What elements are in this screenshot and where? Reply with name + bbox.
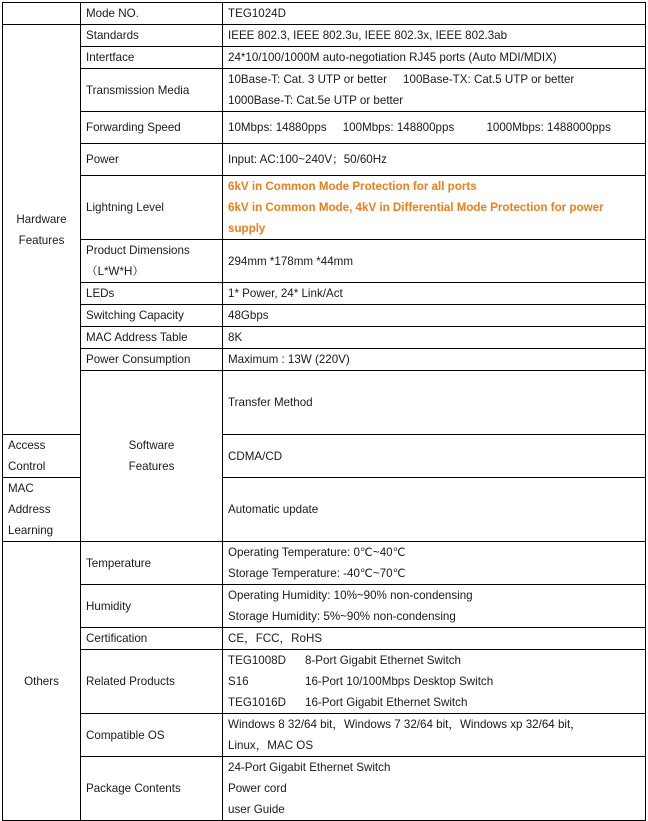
related-product-code: TEG1008D [228,654,286,667]
category-software [81,371,223,542]
label-related: Related Products [81,650,223,714]
value-lightning-line1: 6kV in Common Mode Protection for all ports [228,180,477,193]
related-product-desc: 16-Port Gigabit Ethernet Switch [305,696,468,709]
row-certification [3,628,646,650]
row-interface [3,47,646,69]
label-model: Mode NO. [81,3,223,25]
label-standards: Standards [81,25,223,47]
value-humidity-line1: Operating Humidity: 10%~90% non-condensing [228,589,473,602]
related-product-code: S16 [228,675,249,688]
related-product-desc: 8-Port Gigabit Ethernet Switch [305,654,461,667]
category-others [3,542,81,821]
value-package-line1: 24-Port Gigabit Ethernet Switch [228,761,391,774]
row-consumption [3,349,646,371]
related-product-desc: 16-Port 10/100Mbps Desktop Switch [305,675,494,688]
row-dimensions [3,240,646,283]
value-forwarding: 10Mbps: 14880pps 100Mbps: 148800pps 1000Mbps: 1488000pps [223,112,646,144]
label-mac-table: MAC Address Table [81,327,223,349]
value-leds: 1* Power, 24* Link/Act [223,283,646,305]
label-power: Power [81,144,223,176]
category-software-line2: Features [128,460,175,473]
row-model [3,3,646,25]
value-package [223,757,646,821]
category-hardware [3,25,81,435]
related-product-code: TEG1016D [228,696,286,709]
value-mac-learning: Automatic update [223,478,646,542]
category-hardware-line1: Hardware [16,212,67,226]
row-standards [3,25,646,47]
row-os [3,714,646,757]
label-humidity: Humidity [81,585,223,628]
label-interface: Intertface [81,47,223,69]
cat-empty [3,3,81,25]
label-leds: LEDs [81,283,223,305]
value-os-line1: Windows 8 32/64 bit，Windows 7 32/64 bit，Windows xp 32/64 bit， [228,718,582,731]
value-lightning-line2: 6kV in Common Mode, 4kV in Differential Mode Protection for power supply [228,201,604,235]
row-transfer [3,371,646,435]
value-media [223,69,646,112]
category-software-line1: Software [128,439,175,452]
row-mac-table [3,327,646,349]
label-switching: Switching Capacity [81,305,223,327]
value-media-line2: 1000Base-T: Cat.5e UTP or better [228,94,404,107]
label-mac-learning: MAC Address Learning [3,478,81,542]
row-temperature [3,542,646,585]
value-package-line2: Power cord [228,782,287,795]
row-forwarding [3,112,646,144]
value-os [223,714,646,757]
row-related [3,650,646,714]
label-temperature: Temperature [81,542,223,585]
label-media: Transmission Media [81,69,223,112]
row-power [3,144,646,176]
value-interface: 24*10/100/1000M auto-negotiation RJ45 ports (Auto MDI/MDIX) [223,47,646,69]
value-access: CDMA/CD [223,435,646,478]
related-product-item [228,671,640,692]
value-temperature-line1: Operating Temperature: 0℃~40℃ [228,546,406,559]
value-temperature-line2: Storage Temperature: -40℃~70℃ [228,567,406,580]
value-mac-table: 8K [223,327,646,349]
label-transfer: Transfer Method [223,371,646,435]
value-model: TEG1024D [223,3,646,25]
label-consumption: Power Consumption [81,349,223,371]
label-package: Package Contents [81,757,223,821]
row-package [3,757,646,821]
value-standards: IEEE 802.3, IEEE 802.3u, IEEE 802.3x, IEEE 802.3ab [223,25,646,47]
value-consumption: Maximum : 13W (220V) [223,349,646,371]
value-temperature [223,542,646,585]
label-dimensions-line1: Product Dimensions [86,244,190,257]
value-power: Input: AC:100~240V；50/60Hz [223,144,646,176]
row-switching [3,305,646,327]
label-certification: Certification [81,628,223,650]
row-humidity [3,585,646,628]
value-os-line2: Linux，MAC OS [228,739,314,752]
value-humidity [223,585,646,628]
value-media-line1: 10Base-T: Cat. 3 UTP or better 100Base-TX: Cat.5 UTP or better [228,73,575,86]
related-product-item [228,692,640,713]
spec-table [2,2,646,821]
label-access: Access Control [3,435,81,478]
row-lightning [3,176,646,240]
label-forwarding: Forwarding Speed [81,112,223,144]
row-media [3,69,646,112]
value-dimensions: 294mm *178mm *44mm [223,240,646,283]
label-dimensions [81,240,223,283]
value-package-line3: user Guide [228,803,285,816]
label-dimensions-line2: （L*W*H） [86,265,144,278]
category-others-line1: Others [24,674,59,688]
value-humidity-line2: Storage Humidity: 5%~90% non-condensing [228,610,456,623]
label-os: Compatible OS [81,714,223,757]
value-certification: CE，FCC，RoHS [223,628,646,650]
label-lightning: Lightning Level [81,176,223,240]
category-hardware-line2: Features [18,233,65,247]
value-switching: 48Gbps [223,305,646,327]
row-leds [3,283,646,305]
value-related [223,650,646,714]
related-product-item [228,650,640,671]
value-lightning [223,176,646,240]
